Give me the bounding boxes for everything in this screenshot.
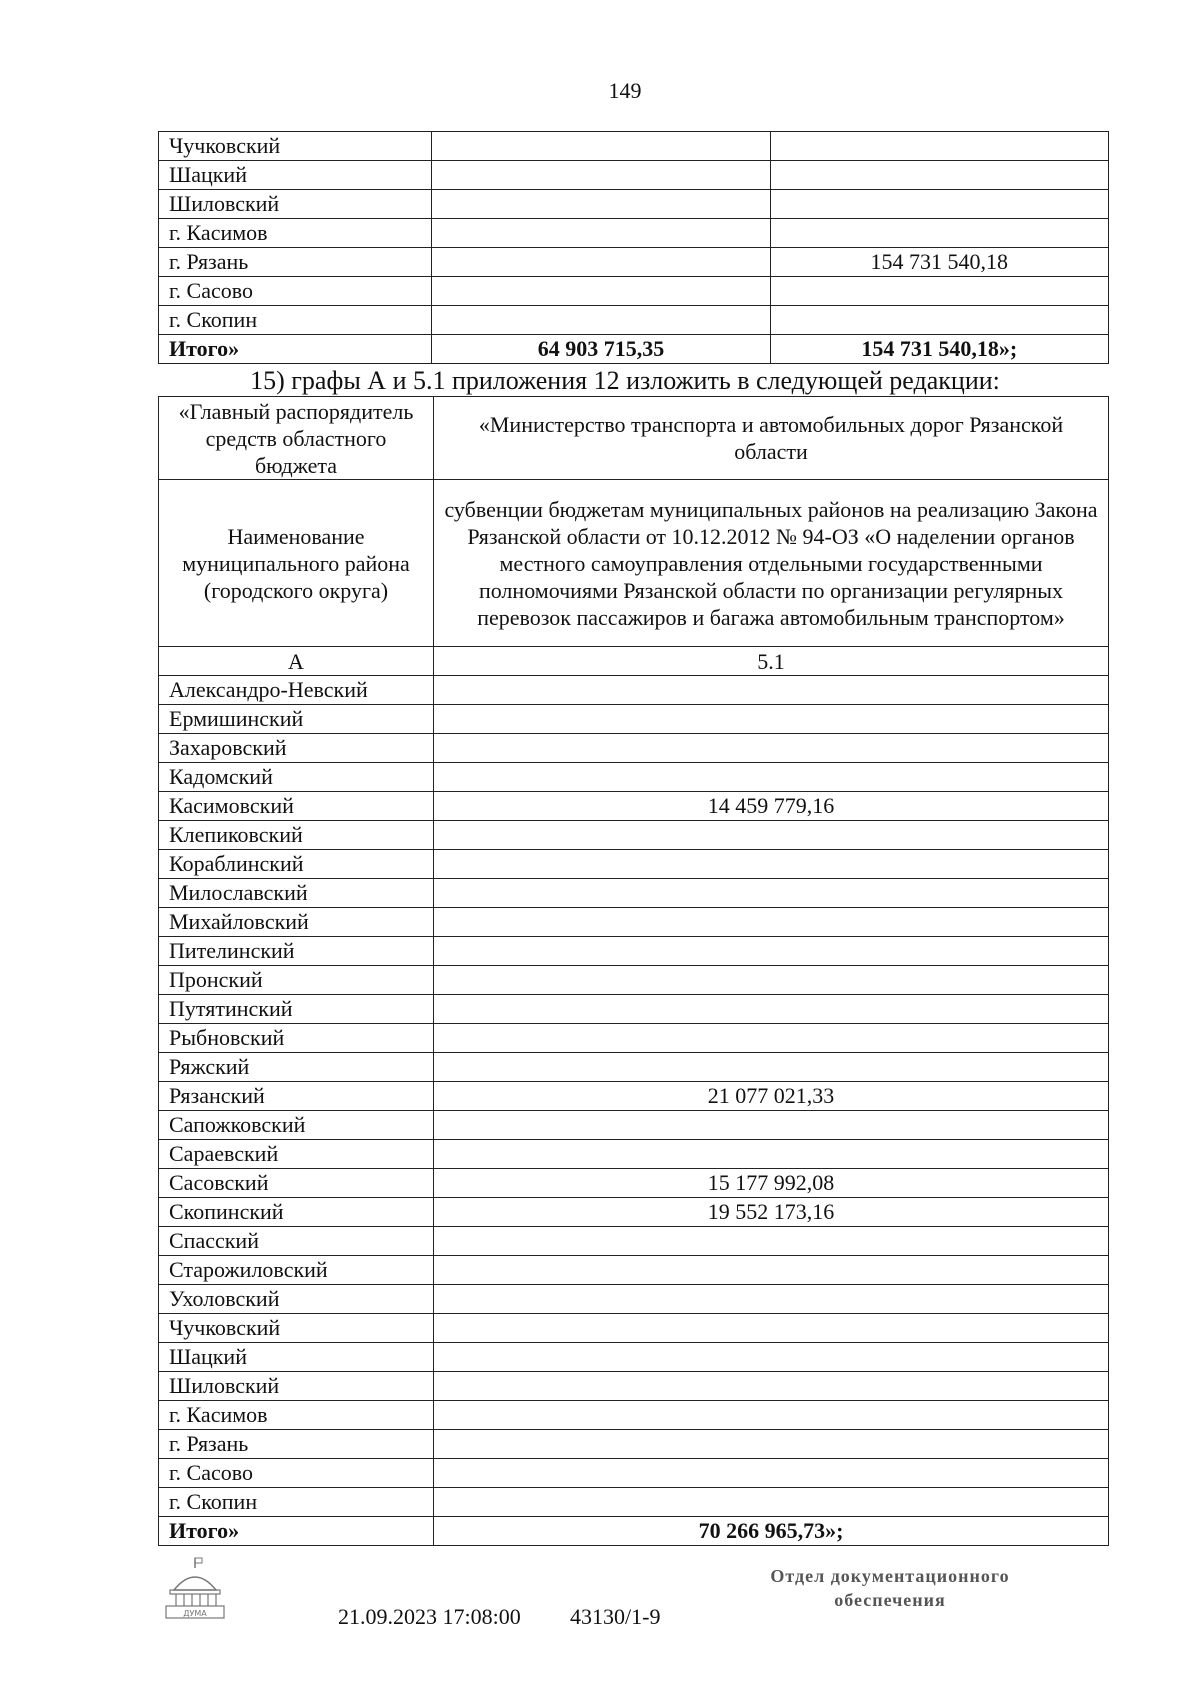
table-row <box>159 1430 1109 1459</box>
page-number: 149 <box>608 78 642 103</box>
district-name-cell: Кораблинский <box>159 850 434 879</box>
total-row <box>159 335 1109 364</box>
value-cell <box>432 161 770 190</box>
table-row <box>159 1343 1109 1372</box>
table-row <box>159 248 1109 277</box>
district-name-cell: г. Сасово <box>159 277 432 306</box>
stamp-line-1: Отдел документационного <box>770 1566 1010 1586</box>
table-row <box>159 792 1109 821</box>
district-name-cell: Путятинский <box>159 995 434 1024</box>
value-cell <box>434 1488 1109 1517</box>
table-row <box>159 1488 1109 1517</box>
table-row <box>159 1082 1109 1111</box>
table-row <box>159 219 1109 248</box>
table-row <box>159 1401 1109 1430</box>
district-name-cell: Шиловский <box>159 1372 434 1401</box>
value-cell <box>434 705 1109 734</box>
table-row <box>159 966 1109 995</box>
value-cell <box>770 306 1108 335</box>
table-row <box>159 705 1109 734</box>
district-name-cell: Александро-Невский <box>159 676 434 705</box>
table-row <box>159 1285 1109 1314</box>
value-cell <box>432 306 770 335</box>
value-cell <box>770 277 1108 306</box>
value-cell <box>434 1024 1109 1053</box>
table-row <box>159 277 1109 306</box>
value-cell: 14 459 779,16 <box>434 792 1109 821</box>
value-cell <box>434 1430 1109 1459</box>
table-row <box>159 676 1109 705</box>
value-cell <box>434 1053 1109 1082</box>
district-name-cell: г. Рязань <box>159 248 432 277</box>
logo-text: ДУМА <box>183 1609 207 1618</box>
value-cell <box>434 966 1109 995</box>
table-row <box>159 937 1109 966</box>
value-cell <box>432 190 770 219</box>
value-cell <box>434 1227 1109 1256</box>
header-left-1: «Главный распорядитель средств областного бюджета <box>159 397 434 480</box>
stamp-line-2: обеспечения <box>834 1590 946 1610</box>
district-name-cell: Старожиловский <box>159 1256 434 1285</box>
district-name-cell: Милославский <box>159 879 434 908</box>
table-row <box>159 908 1109 937</box>
table-row <box>159 132 1109 161</box>
district-name-cell: Сасовский <box>159 1169 434 1198</box>
district-name-cell: Ермишинский <box>159 705 434 734</box>
district-name-cell: Пителинский <box>159 937 434 966</box>
value-cell <box>434 1256 1109 1285</box>
district-name-cell: Чучковский <box>159 1314 434 1343</box>
district-name-cell: г. Сасово <box>159 1459 434 1488</box>
duma-logo-icon <box>160 1556 230 1620</box>
main-table <box>158 396 1109 1546</box>
header-left-2: Наименование муниципального района (городского округа) <box>159 480 434 647</box>
value-cell <box>434 1459 1109 1488</box>
table-row <box>159 879 1109 908</box>
value-cell <box>770 190 1108 219</box>
district-name-cell: Михайловский <box>159 908 434 937</box>
value-cell <box>434 1372 1109 1401</box>
district-name-cell: Спасский <box>159 1227 434 1256</box>
value-cell: 21 077 021,33 <box>434 1082 1109 1111</box>
district-name-cell: г. Скопин <box>159 1488 434 1517</box>
district-name-cell: Чучковский <box>159 132 432 161</box>
table-row <box>159 821 1109 850</box>
footer-date: 21.09.2023 17:08:00 <box>338 1604 521 1629</box>
district-name-cell: г. Скопин <box>159 306 432 335</box>
value-cell <box>770 219 1108 248</box>
header-row-2 <box>159 480 1109 647</box>
table-row <box>159 1459 1109 1488</box>
value-cell <box>434 908 1109 937</box>
column-code-row <box>159 647 1109 676</box>
table-row <box>159 306 1109 335</box>
value-cell <box>432 132 770 161</box>
table-row <box>159 1140 1109 1169</box>
value-cell <box>434 1401 1109 1430</box>
total-row <box>159 1517 1109 1546</box>
value-cell <box>434 734 1109 763</box>
value-cell: 154 731 540,18 <box>770 248 1108 277</box>
value-cell: 19 552 173,16 <box>434 1198 1109 1227</box>
table-row <box>159 734 1109 763</box>
district-name-cell: г. Рязань <box>159 1430 434 1459</box>
top-table <box>158 131 1109 364</box>
value-cell <box>434 879 1109 908</box>
table-row <box>159 190 1109 219</box>
header-row-1 <box>159 397 1109 480</box>
district-name-cell: Ухоловский <box>159 1285 434 1314</box>
district-name-cell: Рыбновский <box>159 1024 434 1053</box>
district-name-cell: Сараевский <box>159 1140 434 1169</box>
table-row <box>159 1053 1109 1082</box>
district-name-cell: г. Касимов <box>159 219 432 248</box>
total-label-cell: Итого» <box>159 335 432 364</box>
value-cell <box>434 850 1109 879</box>
district-name-cell: г. Касимов <box>159 1401 434 1430</box>
table-row <box>159 850 1109 879</box>
value-cell <box>434 1285 1109 1314</box>
table-row <box>159 763 1109 792</box>
top-table-body <box>159 132 1109 364</box>
table-row <box>159 1198 1109 1227</box>
footer-code: 43130/1-9 <box>570 1604 661 1629</box>
district-name-cell: Шацкий <box>159 161 432 190</box>
district-name-cell: Рязанский <box>159 1082 434 1111</box>
district-name-cell: Касимовский <box>159 792 434 821</box>
district-name-cell: Сапожковский <box>159 1111 434 1140</box>
table-row <box>159 1024 1109 1053</box>
value-cell <box>770 132 1108 161</box>
header-right-2: субвенции бюджетам муниципальных районов на реализацию Закона Рязанской области от 10.12.2012 № 94-ОЗ «О наделении органов местного самоуправления отдельными государственными полномочиями Рязанской области по организации регулярных перевозок пассажиров и багажа автомобильным транспортом» <box>434 480 1109 647</box>
table-row <box>159 1111 1109 1140</box>
table-row <box>159 161 1109 190</box>
value-cell <box>432 219 770 248</box>
value-cell <box>434 1314 1109 1343</box>
value-cell <box>434 821 1109 850</box>
district-name-cell: Шиловский <box>159 190 432 219</box>
value-cell <box>434 676 1109 705</box>
district-name-cell: Клепиковский <box>159 821 434 850</box>
district-name-cell: Захаровский <box>159 734 434 763</box>
total-value-cell: 64 903 715,35 <box>432 335 770 364</box>
value-cell <box>434 1140 1109 1169</box>
header-right-1: «Министерство транспорта и автомобильных дорог Рязанской области <box>434 397 1109 480</box>
value-cell <box>432 277 770 306</box>
table-row <box>159 1314 1109 1343</box>
district-name-cell: Шацкий <box>159 1343 434 1372</box>
district-name-cell: Кадомский <box>159 763 434 792</box>
district-name-cell: Ряжский <box>159 1053 434 1082</box>
value-cell <box>434 763 1109 792</box>
department-stamp <box>740 1564 1040 1612</box>
table-row <box>159 1169 1109 1198</box>
value-cell <box>432 248 770 277</box>
table-row <box>159 995 1109 1024</box>
value-cell: 15 177 992,08 <box>434 1169 1109 1198</box>
table-row <box>159 1227 1109 1256</box>
value-cell <box>434 995 1109 1024</box>
table-row <box>159 1372 1109 1401</box>
district-name-cell: Скопинский <box>159 1198 434 1227</box>
value-cell <box>434 1343 1109 1372</box>
district-name-cell: Пронский <box>159 966 434 995</box>
main-table-body <box>159 397 1109 1546</box>
total-label-cell: Итого» <box>159 1517 434 1546</box>
instruction-text: 15) графы А и 5.1 приложения 12 изложить в следующей редакции: <box>250 366 1000 395</box>
total-value-cell: 70 266 965,73»; <box>434 1517 1109 1546</box>
value-cell <box>434 1111 1109 1140</box>
column-code-right: 5.1 <box>434 647 1109 676</box>
column-code-left: А <box>159 647 434 676</box>
total-value-cell: 154 731 540,18»; <box>770 335 1108 364</box>
table-row <box>159 1256 1109 1285</box>
value-cell <box>434 937 1109 966</box>
value-cell <box>770 161 1108 190</box>
